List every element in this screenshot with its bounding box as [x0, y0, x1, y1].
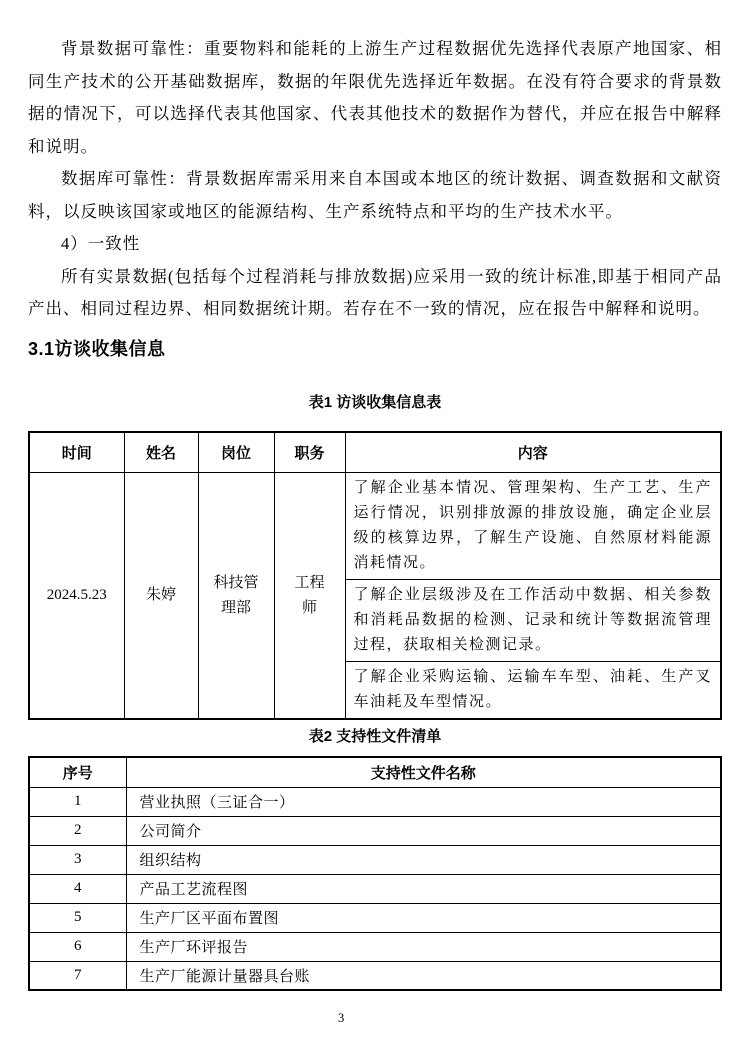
table1-header-name: 姓名 [124, 432, 198, 473]
table1-caption: 表1 访谈收集信息表 [308, 393, 442, 411]
table-row [29, 874, 721, 903]
table-row [29, 473, 721, 580]
paragraph-database-reliability: 数据库可靠性：背景数据库需采用来自本国或本地区的统计数据、调查数据和文献资料，以反映该国家或地区的能源结构、生产系统特点和平均的生产技术水平。 [28, 169, 722, 221]
doc-name: 组织结构 [126, 845, 721, 874]
table2-header-docname: 支持性文件名称 [126, 757, 721, 787]
title-text: 工程师 [294, 574, 325, 616]
table2-header-no: 序号 [29, 757, 126, 787]
doc-no: 7 [29, 961, 126, 990]
doc-no: 1 [29, 787, 126, 816]
table-row [29, 903, 721, 932]
doc-no: 3 [29, 845, 126, 874]
table-row [29, 816, 721, 845]
section-heading: 3.1访谈收集信息 [28, 338, 166, 359]
table1-header-time: 时间 [29, 432, 124, 473]
table-row [29, 932, 721, 961]
paragraph-consistency-detail: 所有实景数据(包括每个过程消耗与排放数据)应采用一致的统计标准,即基于相同产品产出、相同过程边界、相同数据统计期。若存在不一致的情况，应在报告中解释和说明。 [28, 266, 722, 318]
doc-no: 4 [29, 874, 126, 903]
table1-cell-content-2: 了解企业层级涉及在工作活动中数据、相关参数和消耗品数据的检测、记录和统计等数据流管理过程，获取相关检测记录。 [345, 580, 721, 662]
table1-cell-position [198, 473, 274, 720]
table-row [29, 845, 721, 874]
table1-header-position: 岗位 [198, 432, 274, 473]
doc-no: 5 [29, 903, 126, 932]
paragraph-background-data-reliability: 背景数据可靠性：重要物料和能耗的上游生产过程数据优先选择代表原产地国家、相同生产技术的公开基础数据库，数据的年限优先选择近年数据。在没有符合要求的背景数据的情况下，可以选择代表其他国家、代表其他技术的数据作为替代，并应在报告中解释和说明。 [28, 39, 722, 156]
table-row [29, 787, 721, 816]
table1-cell-title [274, 473, 345, 720]
position-text: 科技管理部 [213, 574, 259, 616]
table1-header-content: 内容 [345, 432, 721, 473]
doc-no: 6 [29, 932, 126, 961]
table1-header-title: 职务 [274, 432, 345, 473]
doc-name: 产品工艺流程图 [126, 874, 721, 903]
doc-no: 2 [29, 816, 126, 845]
table2-header-row [29, 757, 721, 787]
page-number: 3 [338, 1011, 345, 1025]
doc-name: 营业执照（三证合一） [126, 787, 721, 816]
table2-caption: 表2 支持性文件清单 [308, 728, 442, 745]
table-row [29, 961, 721, 990]
table1-cell-name: 朱婷 [124, 473, 198, 720]
doc-name: 公司简介 [126, 816, 721, 845]
doc-name: 生产厂区平面布置图 [126, 903, 721, 932]
table1-cell-content-1: 了解企业基本情况、管理架构、生产工艺、生产运行情况，识别排放源的排放设施，确定企业层级的核算边界，了解生产设施、自然原材料能源消耗情况。 [345, 473, 721, 580]
table1-header-row [29, 432, 721, 473]
doc-name: 生产厂能源计量器具台账 [126, 961, 721, 990]
paragraph-consistency-label: 4）一致性 [61, 234, 141, 253]
interview-info-table [28, 431, 722, 721]
supporting-documents-table [28, 756, 722, 991]
table1-cell-content-3: 了解企业采购运输、运输车车型、油耗、生产叉车油耗及车型情况。 [345, 662, 721, 720]
doc-name: 生产厂环评报告 [126, 932, 721, 961]
table1-cell-time: 2024.5.23 [29, 473, 124, 720]
